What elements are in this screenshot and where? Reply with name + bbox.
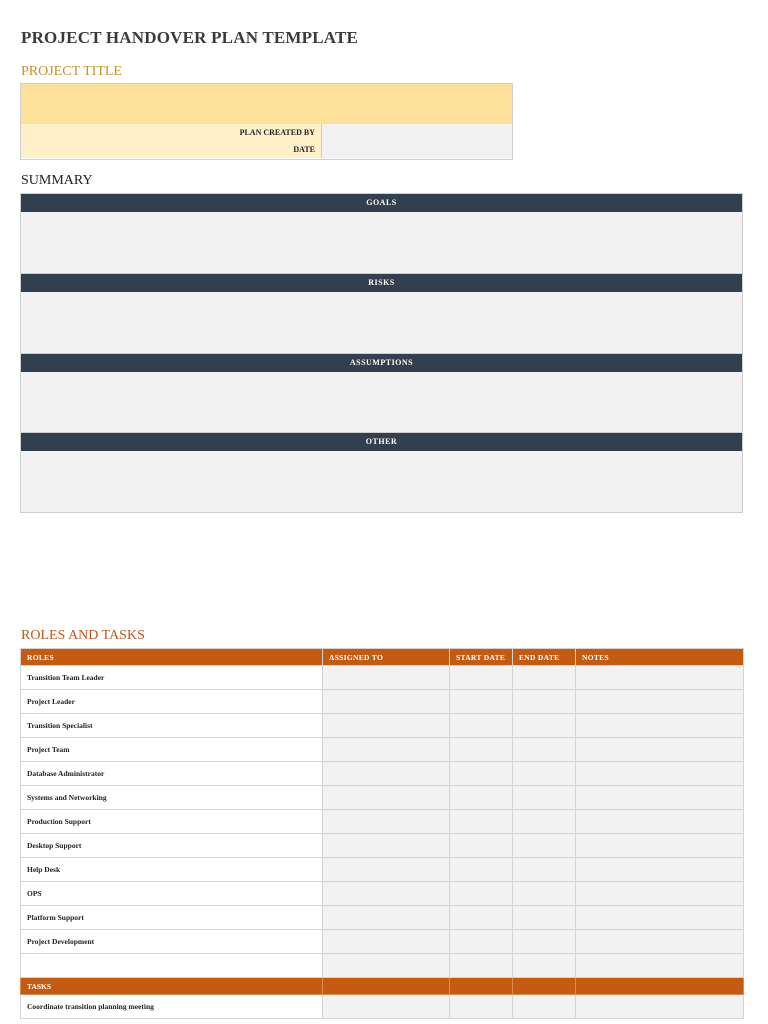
assigned-to-cell[interactable] [323, 930, 450, 954]
table-row [21, 810, 744, 834]
assumptions-header: ASSUMPTIONS [21, 354, 742, 372]
plan-created-by-row [21, 124, 512, 142]
start-date-cell[interactable] [450, 714, 513, 738]
start-date-cell[interactable] [450, 858, 513, 882]
role-cell[interactable]: Desktop Support [21, 834, 323, 858]
column-header-notes: NOTES [576, 649, 744, 666]
end-date-cell[interactable] [513, 858, 576, 882]
summary-heading: SUMMARY [21, 173, 93, 188]
summary-goals [20, 193, 743, 274]
column-header-end-date: END DATE [513, 649, 576, 666]
notes-cell[interactable] [576, 834, 744, 858]
end-date-cell[interactable] [513, 810, 576, 834]
role-cell[interactable]: Help Desk [21, 858, 323, 882]
summary-assumptions [20, 353, 743, 433]
role-cell[interactable] [21, 954, 323, 978]
table-row [21, 690, 744, 714]
table-header-row [21, 649, 744, 666]
end-date-cell[interactable] [513, 954, 576, 978]
role-cell[interactable]: Platform Support [21, 906, 323, 930]
table-row [21, 762, 744, 786]
table-row [21, 995, 744, 1019]
table-row [21, 738, 744, 762]
start-date-cell[interactable] [450, 995, 513, 1019]
assigned-to-cell[interactable] [323, 762, 450, 786]
start-date-cell[interactable] [450, 954, 513, 978]
role-cell[interactable]: Project Team [21, 738, 323, 762]
project-title-label: PROJECT TITLE [21, 64, 122, 79]
notes-cell[interactable] [576, 954, 744, 978]
start-date-cell[interactable] [450, 786, 513, 810]
assigned-to-cell[interactable] [323, 786, 450, 810]
role-cell[interactable]: Project Development [21, 930, 323, 954]
start-date-cell[interactable] [450, 762, 513, 786]
end-date-cell[interactable] [513, 690, 576, 714]
risks-field[interactable] [21, 292, 742, 353]
goals-header: GOALS [21, 194, 742, 212]
role-cell[interactable]: Project Leader [21, 690, 323, 714]
plan-created-by-field[interactable] [322, 124, 512, 141]
table-row [21, 666, 744, 690]
role-cell[interactable]: OPS [21, 882, 323, 906]
other-field[interactable] [21, 451, 742, 512]
risks-header: RISKS [21, 274, 742, 292]
roles-and-tasks-table [20, 648, 744, 1019]
notes-cell[interactable] [576, 666, 744, 690]
assigned-to-cell[interactable] [323, 906, 450, 930]
end-date-cell[interactable] [513, 666, 576, 690]
tasks-section-label: TASKS [21, 978, 323, 995]
role-cell[interactable]: Database Administrator [21, 762, 323, 786]
end-date-cell[interactable] [513, 738, 576, 762]
end-date-cell[interactable] [513, 834, 576, 858]
project-info-box [20, 83, 513, 160]
assigned-to-cell[interactable] [323, 666, 450, 690]
section-header-cell [450, 978, 513, 995]
end-date-cell[interactable] [513, 786, 576, 810]
assigned-to-cell[interactable] [323, 690, 450, 714]
notes-cell[interactable] [576, 738, 744, 762]
end-date-cell[interactable] [513, 906, 576, 930]
goals-field[interactable] [21, 212, 742, 273]
end-date-cell[interactable] [513, 714, 576, 738]
start-date-cell[interactable] [450, 810, 513, 834]
assigned-to-cell[interactable] [323, 834, 450, 858]
notes-cell[interactable] [576, 858, 744, 882]
start-date-cell[interactable] [450, 906, 513, 930]
assigned-to-cell[interactable] [323, 738, 450, 762]
section-header-cell [513, 978, 576, 995]
column-header-start-date: START DATE [450, 649, 513, 666]
role-cell[interactable]: Transition Specialist [21, 714, 323, 738]
start-date-cell[interactable] [450, 690, 513, 714]
end-date-cell[interactable] [513, 930, 576, 954]
project-title-field[interactable] [21, 84, 512, 125]
column-header-roles: ROLES [21, 649, 323, 666]
assigned-to-cell[interactable] [323, 810, 450, 834]
start-date-cell[interactable] [450, 738, 513, 762]
notes-cell[interactable] [576, 810, 744, 834]
other-header: OTHER [21, 433, 742, 451]
start-date-cell[interactable] [450, 666, 513, 690]
notes-cell[interactable] [576, 995, 744, 1019]
notes-cell[interactable] [576, 906, 744, 930]
role-cell[interactable]: Production Support [21, 810, 323, 834]
role-cell[interactable]: Systems and Networking [21, 786, 323, 810]
table-row [21, 930, 744, 954]
table-row [21, 786, 744, 810]
table-row [21, 954, 744, 978]
table-row [21, 858, 744, 882]
table-row [21, 714, 744, 738]
end-date-cell[interactable] [513, 762, 576, 786]
table-row [21, 906, 744, 930]
notes-cell[interactable] [576, 714, 744, 738]
assigned-to-cell[interactable] [323, 714, 450, 738]
notes-cell[interactable] [576, 930, 744, 954]
summary-risks [20, 273, 743, 354]
assigned-to-cell[interactable] [323, 858, 450, 882]
role-cell[interactable]: Transition Team Leader [21, 666, 323, 690]
assumptions-field[interactable] [21, 372, 742, 432]
summary-other [20, 432, 743, 513]
start-date-cell[interactable] [450, 834, 513, 858]
date-row [21, 141, 512, 158]
end-date-cell[interactable] [513, 882, 576, 906]
assigned-to-cell[interactable] [323, 954, 450, 978]
date-field[interactable] [322, 141, 512, 158]
assigned-to-cell[interactable] [323, 882, 450, 906]
plan-created-by-label: PLAN CREATED BY [21, 124, 322, 141]
start-date-cell[interactable] [450, 882, 513, 906]
table-row [21, 882, 744, 906]
notes-cell[interactable] [576, 786, 744, 810]
assigned-to-cell[interactable] [323, 995, 450, 1019]
start-date-cell[interactable] [450, 930, 513, 954]
notes-cell[interactable] [576, 882, 744, 906]
notes-cell[interactable] [576, 762, 744, 786]
role-cell[interactable]: Coordinate transition planning meeting [21, 995, 323, 1019]
section-row [21, 978, 744, 995]
column-header-assigned-to: ASSIGNED TO [323, 649, 450, 666]
roles-and-tasks-heading: ROLES AND TASKS [21, 628, 145, 643]
table-row [21, 834, 744, 858]
end-date-cell[interactable] [513, 995, 576, 1019]
notes-cell[interactable] [576, 690, 744, 714]
section-header-cell [323, 978, 450, 995]
date-label: DATE [21, 141, 322, 158]
page-title: PROJECT HANDOVER PLAN TEMPLATE [21, 28, 359, 47]
section-header-cell [576, 978, 744, 995]
